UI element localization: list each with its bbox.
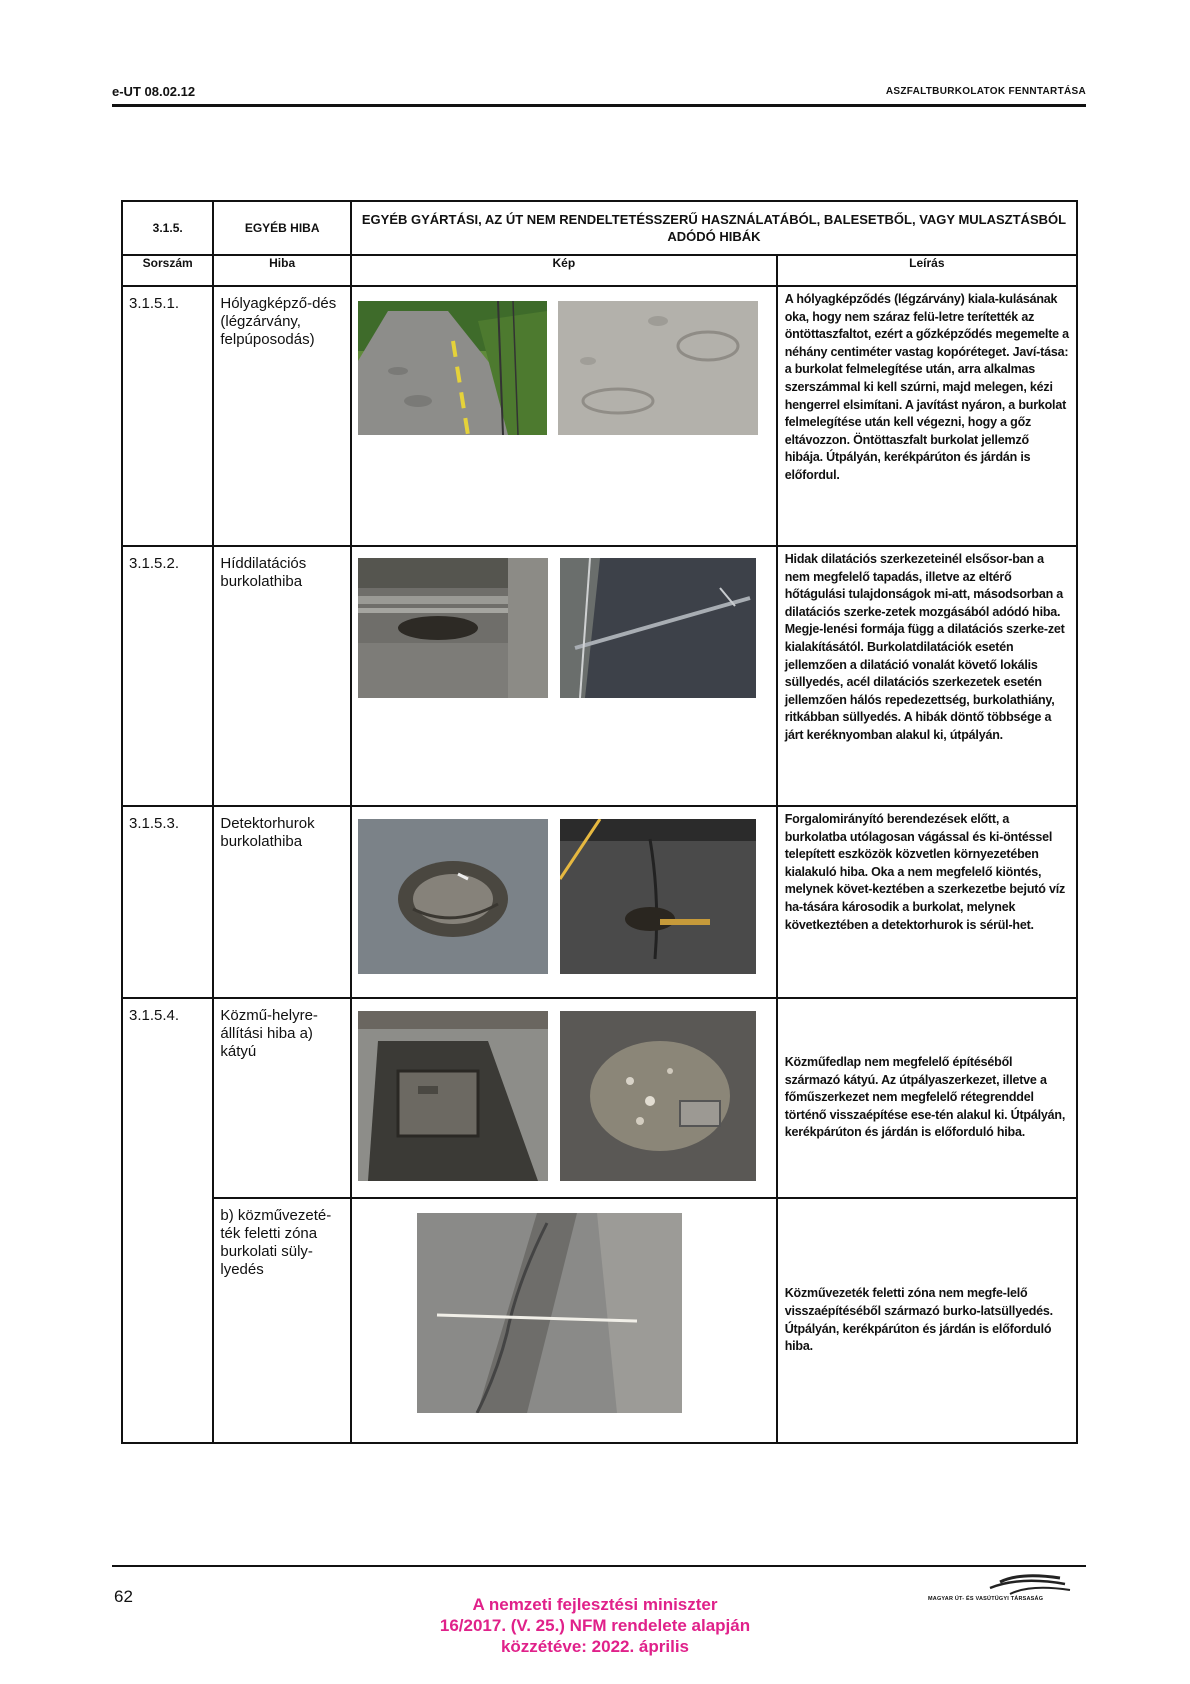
table-row <box>122 998 1077 1198</box>
column-header: Leírás <box>777 255 1077 286</box>
notice-line: A nemzeti fejlesztési miniszter <box>472 1595 718 1614</box>
row-number: 3.1.5.3. <box>122 806 213 998</box>
defect-name: Közmű-helyre-állítási hiba a) kátyú <box>213 998 351 1198</box>
table-row <box>122 1198 1077 1443</box>
detector-loop-pothole-photo <box>358 819 548 974</box>
table-row <box>122 546 1077 806</box>
organization-logo-icon <box>930 1572 1080 1612</box>
document-title: ASZFALTBURKOLATOK FENNTARTÁSA <box>885 86 1086 97</box>
section-number: 3.1.5. <box>122 201 213 255</box>
defect-name: Híddilatációs burkolathiba <box>213 546 351 806</box>
bridge-joint-damage-photo <box>358 558 548 698</box>
column-header-row <box>122 255 1077 286</box>
footer-rule <box>112 1565 1086 1567</box>
photo-cell <box>351 998 777 1198</box>
column-header: Kép <box>351 255 777 286</box>
photo-cell <box>351 546 777 806</box>
organization-name: MAGYAR ÚT- ÉS VASÚTÜGYI TÁRSASÁG <box>928 1596 1044 1602</box>
photo-cell <box>351 286 777 546</box>
photo-cell <box>351 806 777 998</box>
defect-description: Közművezeték feletti zóna nem megfe-lelő visszaépítéséből származó burko-latsüllyedés. Útpályán, kerékpárúton és járdán is előforduló hiba. <box>777 1198 1077 1443</box>
defect-description: Forgalomirányító berendezések előtt, a burkolatba utólagosan vágással és ki-öntéssel telepített eszközök közvetlen környezetében kialakuló hiba. Oka a nem megfelelő kiöntés, melynek követ-keztében a szerkezetbe bejutó víz ha-tására károsodik a burkolat, melynek következtében a detektorhurok is sérül-het. <box>777 806 1077 998</box>
defect-name: b) közművezeté-ték feletti zóna burkolati süly-lyedés <box>213 1198 351 1443</box>
page-header <box>112 84 1086 107</box>
column-header: Hiba <box>213 255 351 286</box>
defect-name: Detektorhurok burkolathiba <box>213 806 351 998</box>
table-row <box>122 806 1077 998</box>
defects-table <box>121 200 1078 1444</box>
photo-cell <box>351 1198 777 1443</box>
page-number: 62 <box>114 1587 133 1606</box>
row-number: 3.1.5.1. <box>122 286 213 546</box>
utility-pothole-gravel-photo <box>560 1011 756 1181</box>
bridge-joint-crack-photo <box>560 558 756 698</box>
bike-path-blister-photo <box>358 301 547 435</box>
section-header-row <box>122 201 1077 255</box>
document-code: e-UT 08.02.12 <box>112 84 196 99</box>
notice-line: 16/2017. (V. 25.) NFM rendelete alapján <box>439 1616 751 1635</box>
blister-closeup-photo <box>558 301 758 435</box>
defect-name: Hólyagképző-dés (légzárvány, felpúposodás) <box>213 286 351 546</box>
publication-notice <box>380 1594 810 1657</box>
row-number: 3.1.5.2. <box>122 546 213 806</box>
detector-loop-crack-photo <box>560 819 756 974</box>
section-title: EGYÉB HIBA <box>213 201 351 255</box>
defect-description: Hidak dilatációs szerkezeteinél elsősor-ban a nem megfelelő tapadás, illetve az eltérő hőtágulási tulajdonságok mi-att, másodsorban a dilatációs szerke-zetek mozgásából adódó hiba. Megje-lenési formája függ a dilatációs szerke-zet kialakításától. Burkolatdilatációk esetén jellemzően a dilatáció vonalát követő lokális süllyedés, acél dilatációs szerkezetek esetén jellemzően hálós repedezettség, burkolathiány, ritkábban süllyedés. A hibák döntő többsége a járt keréknyomban alakul ki, útpályán. <box>777 546 1077 806</box>
notice-line: közzétéve: 2022. április <box>500 1637 690 1656</box>
defect-description: A hólyagképződés (légzárvány) kiala-kulásának oka, hogy nem száraz felü-letre terítették az öntöttaszfaltot, ezért a gőzképződés megemelte a néhány centiméter vastag kopóréteget. Javí-tása: a burkolat felmelegítése után, arra alkalmas szerszámmal ki kell szúrni, majd melegen, kézi hengerrel elsimítani. A javítást nyáron, a burkolat felmelegítése után kell végezni, hogy a gőz eltávozzon. Öntöttaszfalt burkolat jellemző hibája. Útpályán, kerékpárúton és járdán is előfordul. <box>777 286 1077 546</box>
column-header: Sorszám <box>122 255 213 286</box>
utility-cover-pothole-photo <box>358 1011 548 1181</box>
row-number: 3.1.5.4. <box>122 998 213 1443</box>
table-row <box>122 286 1077 546</box>
utility-trench-settlement-photo <box>417 1213 682 1413</box>
section-long-title: EGYÉB GYÁRTÁSI, AZ ÚT NEM RENDELTETÉSSZERŰ HASZNÁLATÁBÓL, BALESETBŐL, VAGY MULASZTÁSBÓL ADÓDÓ HIBÁK <box>351 201 1077 255</box>
defect-description: Közműfedlap nem megfelelő építéséből származó kátyú. Az útpályaszerkezet, illetve a főműszerkezet nem megfelelő rétegrenddel történő visszaépítése ese-tén alakul ki. Útpályán, kerékpárúton és járdán is előforduló hiba. <box>777 998 1077 1198</box>
